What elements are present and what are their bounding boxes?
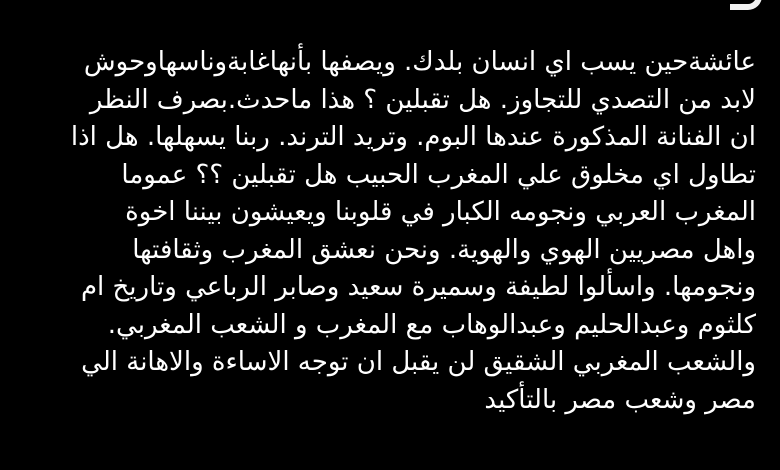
post-text-line: والشعب المغربي الشقيق لن يقبل ان توجه الاساءة والاهانة الي [81, 347, 756, 377]
post-text-line: المغرب العربي ونجومه الكبار في قلوبنا ويعيشون بيننا اخوة [125, 197, 756, 227]
post-text-line: مصر وشعب مصر بالتأكيد [484, 384, 756, 415]
post-text-line: عائشةحين يسب اي انسان بلدك. ويصفها بأنهاغابةوناسهاوحوش [83, 47, 756, 77]
post-body-text [26, 44, 756, 419]
post-text-line: لابد من التصدي للتجاوز. هل تقبلين ؟ هذا ماحدث.بصرف النظر [89, 84, 756, 115]
post-text-line: واهل مصريين الهوي والهوية. ونحن نعشق المغرب وثقافتها [132, 234, 756, 265]
post-text-line: تطاول اي مخلوق علي المغرب الحبيب هل تقبلين ؟؟ عموما [121, 159, 756, 190]
cropped-character-fragment [730, 0, 762, 10]
post-text-line: ان الفنانة المذكورة عندها البوم. وتريد الترند. ربنا يسهلها. هل اذا [70, 122, 756, 152]
post-text-line: كلثوم وعبدالحليم وعبدالوهاب مع المغرب و الشعب المغربي. [107, 309, 756, 340]
post-text-line: ونجومها. واسألوا لطيفة وسميرة سعيد وصابر الرباعي وتاريخ ام [80, 272, 756, 302]
